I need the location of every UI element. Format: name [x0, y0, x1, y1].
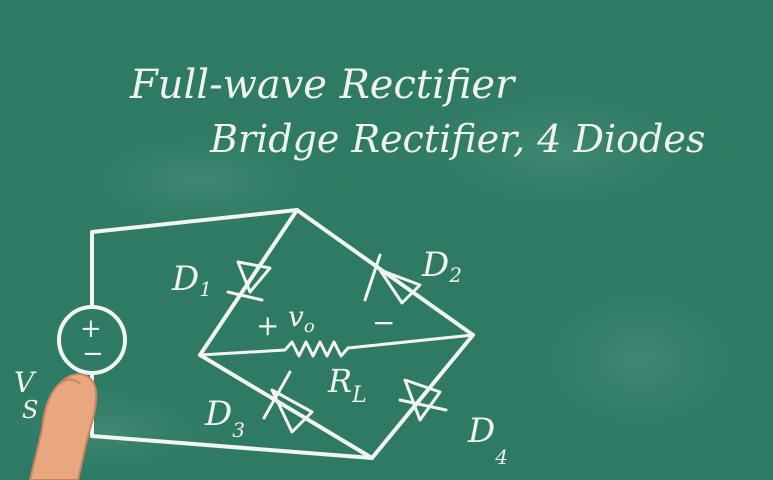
source-plus: + [80, 314, 102, 344]
d1-label: D1 [172, 259, 212, 301]
vo-plus: + [256, 309, 280, 342]
diode-d3 [264, 372, 312, 432]
d3-label: $D_3$ [205, 394, 245, 442]
bridge-arm-d4 [372, 335, 473, 458]
vo-label: $v_o$ [288, 300, 315, 337]
source-minus: − [82, 339, 104, 369]
load-label: $R_L$ [328, 362, 367, 408]
load-resistor [200, 335, 473, 356]
title-line-2: Bridge Rectifier, 4 Diodes [210, 117, 706, 161]
vo-minus: − [372, 306, 396, 339]
source-label-s: S [22, 396, 39, 424]
voltage-source [59, 307, 125, 373]
d4-label: $D_4$ [468, 411, 508, 469]
title-line-1: Full-wave Rectifier [130, 62, 515, 108]
source-label-v: V [14, 366, 35, 399]
d2-label: D2 [422, 245, 462, 287]
